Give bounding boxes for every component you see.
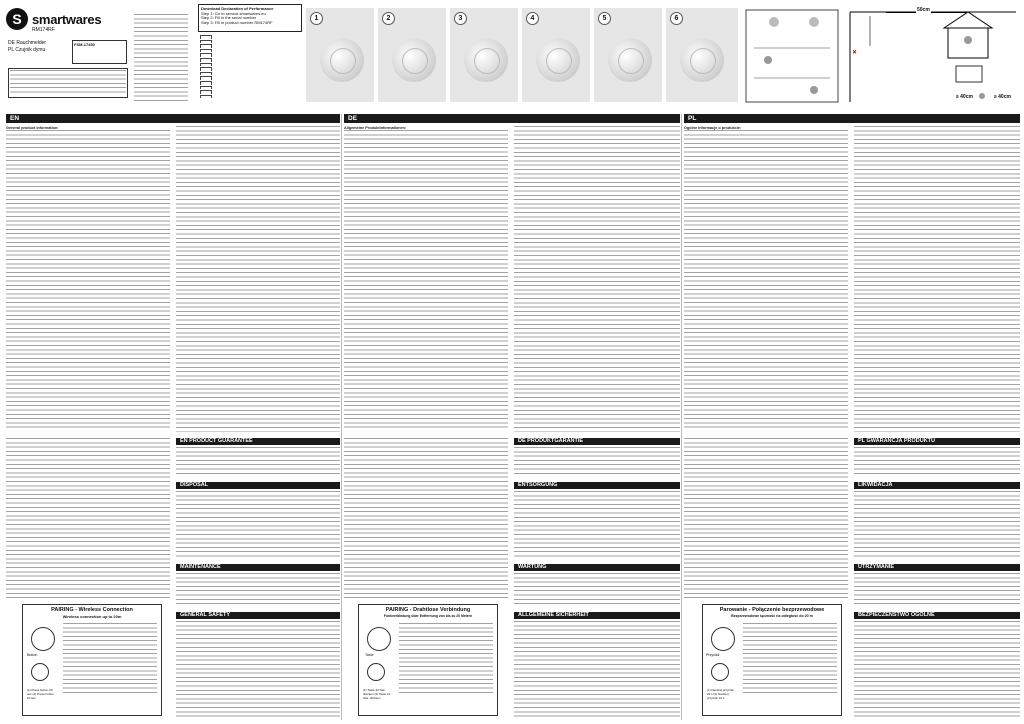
declaration-step: Step 2: Fill in the serial number	[201, 15, 257, 21]
de-body-text	[514, 126, 680, 432]
pl-disposal-header: LIKWIDACJA	[854, 482, 1020, 489]
pl-guarantee-header: PL GWARANCJA PRODUKTU	[854, 438, 1020, 445]
smoke-alarm-icon	[711, 627, 735, 651]
smoke-alarm-icon	[367, 627, 391, 651]
de-body-text	[344, 130, 508, 428]
pl-general-title: Ogólne informacje o produkcie:	[684, 126, 742, 130]
pairing-steps	[63, 623, 157, 693]
pl-body-text	[854, 126, 1020, 432]
info-text-lines	[10, 70, 126, 96]
pl-maintenance-header: UTRZYMANIE	[854, 564, 1020, 571]
pl-guarantee-text	[854, 447, 1020, 477]
en-maintenance-header: MAINTENANCE	[176, 564, 340, 571]
smoke-alarm-center	[546, 48, 572, 74]
column-divider	[681, 114, 682, 720]
install-step-4	[522, 8, 590, 102]
pl-body-text	[684, 130, 848, 428]
en-disposal-header: DISPOSAL	[176, 482, 340, 489]
smoke-alarm-icon	[367, 663, 385, 681]
step-number: 1	[310, 12, 323, 25]
language-item: PL Czujnik dymu	[8, 46, 46, 53]
en-section-header: EN	[6, 114, 340, 123]
pl-section-header: PL	[684, 114, 1020, 123]
smoke-alarm-center	[690, 48, 716, 74]
pairing-subtitle: Bezprzewodowe łączność na odległość do 20 m	[731, 614, 813, 618]
smoke-alarm-center	[402, 48, 428, 74]
de-general-title: Allgemeine Produktinformationen:	[344, 126, 407, 130]
room-placement-icon	[744, 8, 840, 104]
pl-text-left-lower	[684, 438, 848, 598]
declaration-step: Step 3: Fill in product number RM174RF	[201, 19, 273, 25]
model-badge: FSM-17450	[74, 42, 95, 47]
install-step-5	[594, 8, 662, 102]
declaration-download-box	[198, 4, 302, 32]
button-label: Button	[27, 653, 38, 657]
en-disposal-text	[176, 491, 340, 557]
declaration-step: Step 1: Go to service.smartwares.eu	[201, 10, 266, 16]
smoke-alarm-icon	[31, 627, 55, 651]
en-safety-header: GENERAL SAFETY	[176, 612, 340, 619]
brand-name: smartwares	[32, 12, 102, 27]
language-item: DE Rauchmelder	[8, 40, 47, 46]
pairing-legend: (1) Naciśnij przycisk 20 s (2) Naciśnij przycisk 10 s	[707, 688, 734, 700]
de-section-header: DE	[344, 114, 680, 123]
distance-label-right: ≥ 40cm	[994, 94, 1011, 100]
pl-safety-header: BEZPIECZEŃSTWO OGÓLNE	[854, 612, 1020, 619]
pairing-subtitle: Wireless connection up to 20m	[62, 614, 122, 619]
ce-marking-area	[130, 6, 192, 106]
smoke-alarm-icon	[711, 663, 729, 681]
warning-symbol-list	[198, 34, 302, 104]
de-guarantee-text	[514, 447, 680, 477]
step-number: 5	[598, 12, 611, 25]
pairing-title: Parowanie - Połączenie bezprzewodowe	[719, 607, 825, 613]
de-safety-header: ALLGEMEINE SICHERHEIT	[514, 612, 680, 619]
install-step-1	[306, 8, 374, 102]
en-guarantee-text	[176, 447, 340, 477]
button-label: Taste	[365, 653, 374, 657]
step-number: 3	[454, 12, 467, 25]
instruction-header	[0, 0, 1024, 110]
language-list	[8, 40, 68, 53]
pairing-steps	[743, 623, 837, 693]
declaration-title: Download Declaration of Performance	[201, 6, 274, 11]
smoke-alarm-center	[618, 48, 644, 74]
marking-text-lines	[134, 14, 188, 102]
install-step-6	[666, 8, 738, 102]
manufacturer-info-box	[8, 68, 128, 98]
ruler-label: 50cm	[917, 7, 930, 13]
pairing-steps	[399, 623, 493, 693]
de-text-left	[344, 126, 508, 432]
en-pairing-card	[22, 604, 162, 716]
de-text-left-lower	[344, 438, 508, 598]
en-guarantee-header: EN PRODUCT GUARANTEE	[176, 438, 340, 445]
de-maintenance-header: WARTUNG	[514, 564, 680, 571]
en-body-text	[176, 126, 340, 432]
de-disposal-text	[514, 491, 680, 557]
step-number: 6	[670, 12, 683, 25]
pairing-legend: (1) Taste 20 Sek. drücken (2) Taste 10 Sek. drücken	[363, 688, 391, 700]
certification-box	[72, 40, 127, 64]
pl-text-right	[854, 126, 1020, 432]
smoke-alarm-center	[474, 48, 500, 74]
de-text-right	[514, 126, 680, 432]
smoke-alarm-icon	[31, 663, 49, 681]
en-maintenance-text	[176, 573, 340, 607]
pl-safety-text	[854, 621, 1020, 719]
pairing-legend: (1) Press button 20 sec (2) Press button 10 sec	[27, 688, 54, 700]
pairing-title: PAIRING - Drahtlose Verbindung	[385, 607, 471, 613]
step-number: 2	[382, 12, 395, 25]
en-text-left	[6, 126, 170, 432]
distance-label-left: ≥ 40cm	[956, 94, 973, 100]
de-safety-text	[514, 621, 680, 719]
ruler	[886, 8, 966, 16]
pl-maintenance-text	[854, 573, 1020, 607]
en-text-right	[176, 126, 340, 432]
install-step-2	[378, 8, 446, 102]
smoke-alarm-center	[330, 48, 356, 74]
de-maintenance-text	[514, 573, 680, 607]
install-step-3	[450, 8, 518, 102]
en-text-left-lower	[6, 438, 170, 598]
de-pairing-card	[358, 604, 498, 716]
de-disposal-header: ENTSORGUNG	[514, 482, 680, 489]
pl-text-left	[684, 126, 848, 432]
svg-text:✕: ✕	[852, 50, 858, 56]
en-general-title: General product information:	[6, 126, 59, 130]
pairing-title: PAIRING - Wireless Connection	[51, 607, 133, 613]
pl-disposal-text	[854, 491, 1020, 557]
logo-mark-icon: S	[6, 8, 28, 30]
en-body-text	[6, 130, 170, 428]
pairing-subtitle: Funkverbindung über Entfernung von bis zu 20 Metern	[383, 614, 473, 618]
column-divider	[341, 114, 342, 720]
button-label: Przycisk	[706, 653, 720, 657]
placement-diagram	[744, 8, 840, 104]
ceiling-diagram-icon	[846, 6, 1020, 106]
brand-logo	[6, 6, 114, 36]
mounting-distance-diagram	[846, 6, 1020, 106]
de-guarantee-header: DE PRODUKTGARANTIE	[514, 438, 680, 445]
pl-pairing-card	[702, 604, 842, 716]
en-safety-text	[176, 621, 340, 719]
step-number: 4	[526, 12, 539, 25]
model-number: RM174RF	[32, 27, 55, 33]
warning-row	[198, 94, 302, 99]
